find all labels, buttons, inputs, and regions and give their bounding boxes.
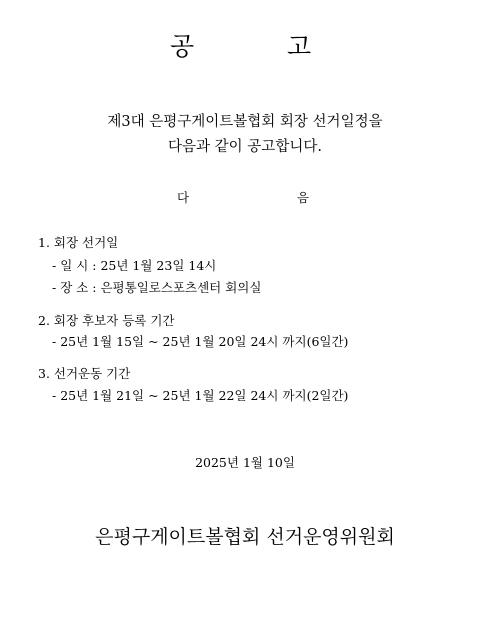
- section-2-item-period: - 25년 1월 15일 ~ 25년 1월 20일 24시 까지(6일간): [52, 334, 349, 349]
- title-char-right: 고: [287, 32, 312, 61]
- section-2-heading: 2. 회장 후보자 등록 기간: [38, 313, 175, 328]
- intro-paragraph: [0, 110, 490, 160]
- section-1-item-place: - 장 소 : 은평통일로스포츠센터 회의실: [52, 280, 262, 295]
- da-char: 다: [177, 190, 190, 205]
- eum-char: 음: [297, 190, 310, 205]
- section-1-item-date: - 일 시 : 25년 1월 23일 14시: [52, 258, 217, 273]
- section-3-heading: 3. 선거운동 기간: [38, 366, 131, 381]
- committee-signature: 은평구게이트볼협회 선거운영위원회: [95, 526, 395, 548]
- notice-title: [0, 30, 490, 64]
- da-eum-heading: [0, 188, 490, 208]
- notice-date: 2025년 1월 10일: [195, 455, 295, 470]
- section-3-item-period: - 25년 1월 21일 ~ 25년 1월 22일 24시 까지(2일간): [52, 388, 349, 403]
- title-char-left: 공: [170, 32, 195, 61]
- section-1-heading: 1. 회장 선거일: [38, 235, 119, 250]
- intro-line-2: 다음과 같이 공고합니다.: [168, 139, 322, 155]
- intro-line-1: 제3대 은평구게이트볼협회 회장 선거일정을: [107, 114, 383, 130]
